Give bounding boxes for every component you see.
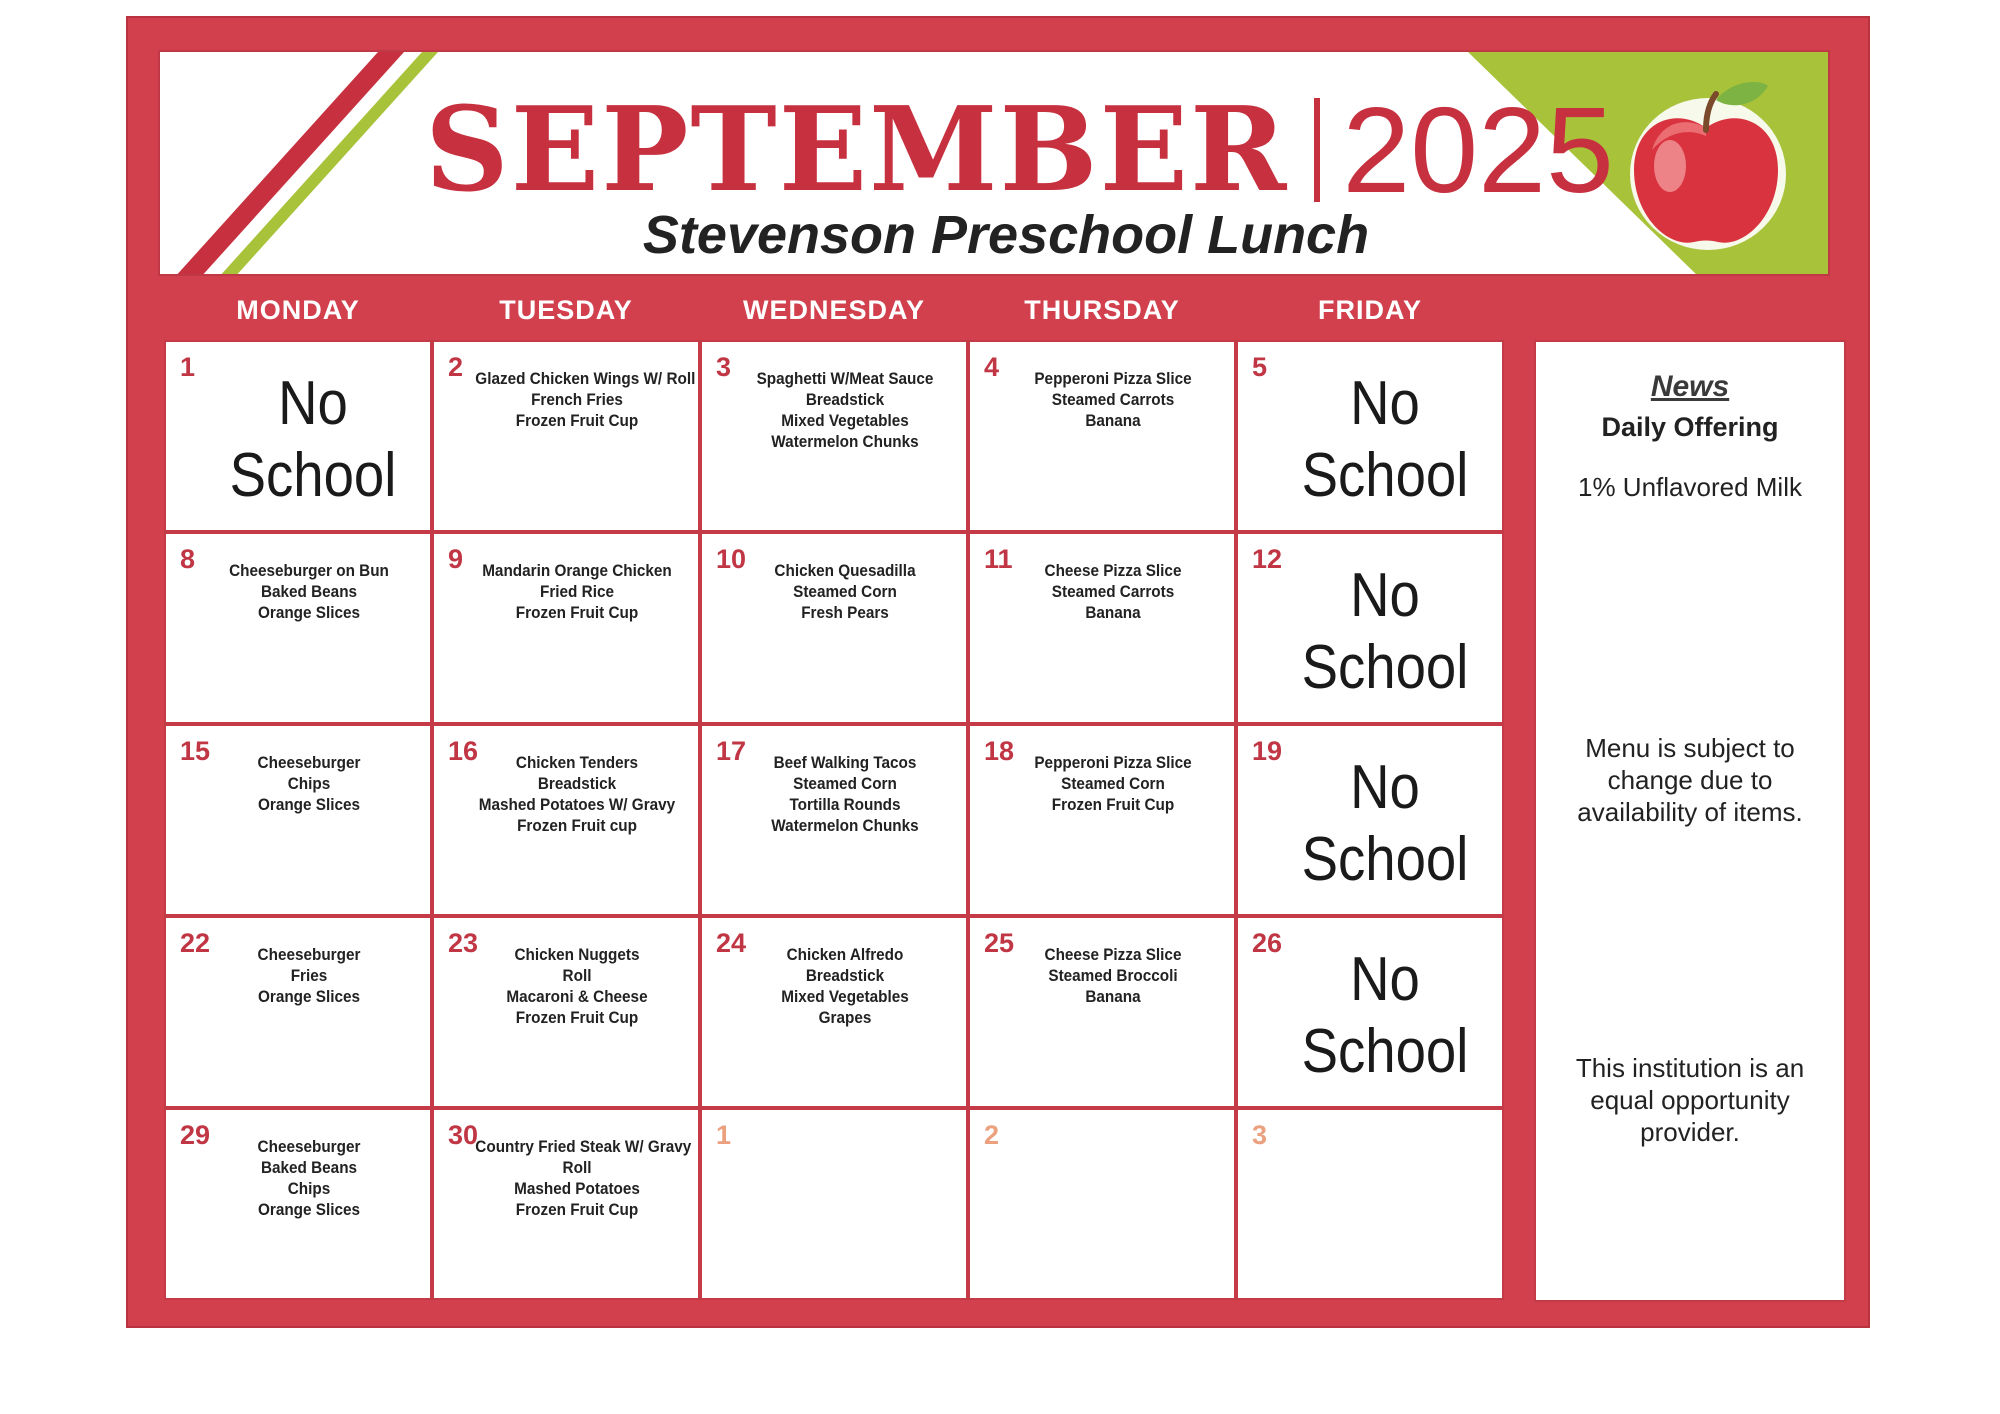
menu-item: Baked Beans	[260, 582, 358, 601]
menu-list	[475, 368, 696, 431]
menu-item: Banana	[1085, 411, 1141, 430]
date-number: 30	[448, 1120, 479, 1150]
day-header-wednesday: WEDNESDAY	[742, 295, 926, 325]
date-number: 25	[984, 928, 1015, 958]
menu-item: Cheeseburger	[257, 1137, 361, 1156]
date-number: 22	[180, 928, 211, 958]
menu-disclaimer: Menu is subject to change due to availability of items.	[1577, 733, 1803, 827]
no-school-line: No	[1350, 561, 1420, 630]
date-number: 16	[448, 736, 479, 766]
menu-item: Frozen Fruit Cup	[515, 1200, 639, 1219]
no-school-line: No	[1350, 369, 1420, 438]
menu-item: Cheese Pizza Slice	[1044, 561, 1182, 580]
menu-item: Frozen Fruit Cup	[515, 1008, 639, 1027]
menu-item: Fried Rice	[540, 582, 614, 601]
calendar-day-cell	[164, 916, 432, 1108]
milk-offering: 1% Unflavored Milk	[1578, 472, 1802, 502]
date-number: 3	[1252, 1120, 1268, 1150]
menu-list	[207, 560, 410, 623]
menu-item: Mashed Potatoes	[514, 1179, 640, 1198]
menu-item: Steamed Broccoli	[1048, 966, 1178, 985]
menu-list	[1011, 560, 1214, 623]
menu-item: Steamed Corn	[1061, 774, 1165, 793]
date-number: 12	[1252, 544, 1283, 574]
menu-item: Mashed Potatoes W/ Gravy	[478, 795, 676, 814]
title-row	[425, 80, 1614, 220]
month-title: SEPTEMBER	[425, 82, 1289, 218]
date-number: 26	[1252, 928, 1283, 958]
calendar-day-cell	[1236, 1108, 1504, 1300]
menu-item: Baked Beans	[260, 1158, 358, 1177]
calendar-day-cell	[164, 340, 432, 532]
date-number: 4	[984, 352, 1000, 382]
no-school-line: School	[1301, 825, 1469, 894]
calendar-day-cell	[968, 724, 1236, 916]
date-number: 1	[716, 1120, 732, 1150]
date-number: 9	[448, 544, 464, 574]
menu-item: Grapes	[818, 1008, 872, 1027]
menu-list	[475, 560, 678, 623]
menu-item: Chips	[287, 1179, 331, 1198]
menu-item: Chips	[287, 774, 331, 793]
calendar-day-cell	[164, 532, 432, 724]
menu-list	[743, 944, 946, 1028]
menu-item: Frozen Fruit Cup	[515, 603, 639, 622]
menu-item: Orange Slices	[257, 603, 361, 622]
menu-list	[743, 368, 946, 452]
menu-item: Frozen Fruit Cup	[1051, 795, 1175, 814]
calendar-day-cell	[700, 340, 968, 532]
date-number: 8	[180, 544, 196, 574]
no-school-line: No	[1350, 753, 1420, 822]
menu-item: Cheeseburger on Bun	[229, 561, 389, 580]
menu-item: Breadstick	[805, 966, 885, 985]
calendar-day-cell	[700, 916, 968, 1108]
date-number: 23	[448, 928, 479, 958]
calendar-day-cell	[1236, 916, 1504, 1108]
date-number: 1	[180, 352, 196, 382]
menu-item: Macaroni & Cheese	[506, 987, 648, 1006]
calendar-day-cell	[1236, 724, 1504, 916]
calendar-grid	[164, 340, 1504, 1300]
calendar-day-cell	[164, 1108, 432, 1300]
day-header-monday: MONDAY	[236, 295, 360, 325]
menu-list	[475, 1136, 692, 1220]
news-panel	[1534, 340, 1846, 1302]
menu-item: Frozen Fruit Cup	[515, 411, 639, 430]
day-header-friday: FRIDAY	[1317, 295, 1423, 325]
day-header-tuesday: TUESDAY	[499, 295, 633, 325]
menu-item: Fries	[290, 966, 328, 985]
menu-item: Mixed Vegetables	[781, 987, 909, 1006]
date-number: 2	[448, 352, 464, 382]
date-number: 15	[180, 736, 211, 766]
menu-list	[1011, 944, 1214, 1007]
calendar-day-cell	[968, 532, 1236, 724]
menu-item: Chicken Tenders	[515, 753, 639, 772]
menu-item: Orange Slices	[257, 795, 361, 814]
calendar-day-cell	[700, 724, 968, 916]
menu-item: Mandarin Orange Chicken	[482, 561, 672, 580]
no-school-label	[1282, 368, 1488, 512]
calendar-day-cell	[1236, 532, 1504, 724]
calendar-day-cell	[164, 724, 432, 916]
menu-item: Roll	[562, 1158, 592, 1177]
no-school-label	[1282, 752, 1488, 896]
menu-list	[743, 752, 946, 836]
no-school-label	[1282, 944, 1488, 1088]
weekday-header-row	[164, 290, 1504, 330]
menu-list	[207, 1136, 410, 1220]
page-subtitle: Stevenson Preschool Lunch	[642, 205, 1370, 265]
date-number: 18	[984, 736, 1015, 766]
no-school-line: School	[1301, 441, 1469, 510]
menu-list	[475, 752, 678, 836]
header-banner	[158, 50, 1830, 276]
year-title: 2025	[1342, 82, 1614, 218]
daily-offering-heading: Daily Offering	[1601, 412, 1779, 442]
calendar-day-cell	[700, 532, 968, 724]
menu-item: Pepperoni Pizza Slice	[1034, 369, 1192, 388]
menu-item: Tortilla Rounds	[789, 795, 901, 814]
menu-item: Breadstick	[537, 774, 617, 793]
menu-item: Breadstick	[805, 390, 885, 409]
menu-item: Cheeseburger	[257, 945, 361, 964]
menu-item: Orange Slices	[257, 1200, 361, 1219]
menu-item: Glazed Chicken Wings W/ Roll	[475, 369, 696, 388]
menu-item: Watermelon Chunks	[771, 432, 919, 451]
menu-item: Banana	[1085, 603, 1141, 622]
date-number: 5	[1252, 352, 1268, 382]
menu-item: Cheeseburger	[257, 753, 361, 772]
date-number: 3	[716, 352, 732, 382]
menu-list	[1011, 752, 1214, 815]
menu-item: Chicken Quesadilla	[774, 561, 916, 580]
date-number: 19	[1252, 736, 1283, 766]
news-title: News	[1650, 370, 1730, 403]
calendar-day-cell	[432, 532, 700, 724]
equal-opportunity-statement: This institution is an equal opportunity provider.	[1575, 1053, 1805, 1147]
menu-item: Mixed Vegetables	[781, 411, 909, 430]
menu-item: Frozen Fruit cup	[517, 816, 637, 835]
menu-item: Steamed Carrots	[1051, 582, 1175, 601]
menu-item: Country Fried Steak W/ Gravy	[475, 1137, 692, 1156]
calendar-day-cell	[432, 1108, 700, 1300]
calendar-day-cell	[432, 340, 700, 532]
calendar-day-cell	[968, 340, 1236, 532]
apple-icon	[1616, 66, 1796, 256]
menu-item: Cheese Pizza Slice	[1044, 945, 1182, 964]
menu-item: Pepperoni Pizza Slice	[1034, 753, 1192, 772]
date-number: 10	[716, 544, 747, 574]
menu-item: Fresh Pears	[801, 603, 889, 622]
no-school-label	[1282, 560, 1488, 704]
no-school-line: No	[278, 369, 348, 438]
calendar-day-cell	[700, 1108, 968, 1300]
menu-list	[475, 944, 678, 1028]
menu-item: Steamed Corn	[793, 582, 897, 601]
calendar-day-cell	[968, 1108, 1236, 1300]
date-number: 17	[716, 736, 747, 766]
menu-list	[207, 752, 410, 815]
menu-list	[1011, 368, 1214, 431]
date-number: 29	[180, 1120, 211, 1150]
menu-item: Banana	[1085, 987, 1141, 1006]
no-school-line: No	[1350, 945, 1420, 1014]
menu-item: Watermelon Chunks	[771, 816, 919, 835]
menu-item: Steamed Corn	[793, 774, 897, 793]
title-divider	[1314, 98, 1320, 202]
menu-item: Beef Walking Tacos	[773, 753, 917, 772]
date-number: 2	[984, 1120, 1000, 1150]
calendar-day-cell	[432, 916, 700, 1108]
date-number: 24	[716, 928, 747, 958]
menu-item: Steamed Carrots	[1051, 390, 1175, 409]
menu-list	[743, 560, 946, 623]
menu-item: French Fries	[531, 390, 623, 409]
calendar-day-cell	[1236, 340, 1504, 532]
day-header-thursday: THURSDAY	[1024, 295, 1180, 325]
menu-item: Spaghetti W/Meat Sauce	[756, 369, 934, 388]
menu-item: Orange Slices	[257, 987, 361, 1006]
menu-item: Roll	[562, 966, 592, 985]
calendar-day-cell	[432, 724, 700, 916]
menu-list	[207, 944, 410, 1007]
no-school-label	[210, 368, 416, 512]
no-school-line: School	[1301, 1017, 1469, 1086]
menu-item: Chicken Nuggets	[514, 945, 640, 964]
no-school-line: School	[229, 441, 397, 510]
menu-item: Chicken Alfredo	[786, 945, 904, 964]
date-number: 11	[984, 544, 1013, 574]
calendar-day-cell	[968, 916, 1236, 1108]
no-school-line: School	[1301, 633, 1469, 702]
